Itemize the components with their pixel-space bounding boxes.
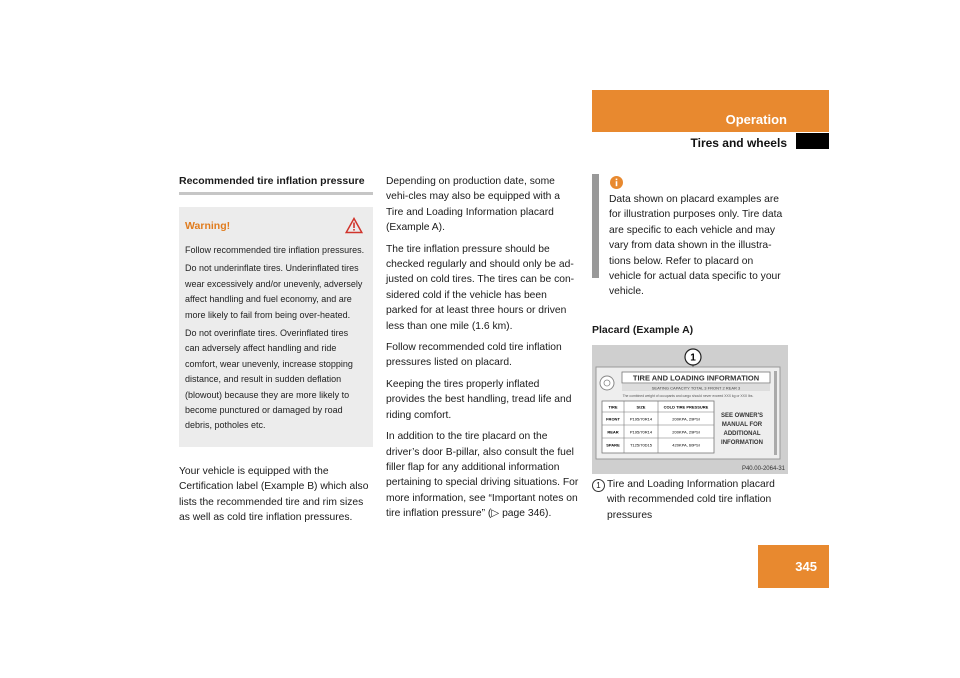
section-heading: Recommended tire inflation pressure — [179, 175, 373, 195]
placard-row-front-pressure: 200KPA, 29PSI — [672, 416, 700, 422]
placard-row-spare-pressure: 420KPA, 60PSI — [672, 442, 700, 448]
body-paragraph: Follow recommended cold tire inflation pressures listed on placard. — [386, 342, 562, 369]
placard-title: TIRE AND LOADING INFORMATION — [632, 373, 760, 383]
page-number-box — [758, 545, 829, 588]
caption-text: Tire and Loading Information placard with recommended cold tire inflation pressures — [607, 478, 775, 521]
callout-number: 1 — [690, 352, 696, 364]
header-black-bar — [796, 133, 829, 149]
info-text: Data shown on placard examples are for illustration purposes only. Tire data are specific to each vehicle and may vary from data shown in the illustra-tions below. Refer to placard on vehicle for actual data specific to your vehicle. — [609, 194, 783, 298]
column-left — [179, 175, 373, 532]
placard-see-manual-1: SEE OWNER'S — [720, 412, 764, 419]
placard-col-tire: TIRE — [608, 404, 618, 410]
placard-illustration — [592, 345, 788, 474]
placard-col-pressure: COLD TIRE PRESSURE — [663, 404, 709, 410]
warning-box — [179, 207, 373, 447]
caption-item — [592, 477, 788, 523]
warning-paragraph: Do not overinflate tires. Overinflated tires can adversely affect handling and ride comfort, wear unevenly, increase stopping distance, and result in sudden deflation (blowout) because they are more likely to become punctured or damaged by road debris, potholes etc. — [185, 328, 353, 431]
section-header — [592, 90, 829, 132]
placard-col-size: SIZE — [636, 404, 646, 410]
info-bar — [592, 174, 599, 278]
section-title: Operation — [725, 112, 787, 127]
subsection-header — [592, 133, 829, 149]
placard-row-front-size: P195/70R14 — [629, 416, 653, 422]
warning-paragraph: Do not underinflate tires. Underinflated tires wear excessively and/or unevenly, adversely affect handling and fuel economy, and are more likely to fail from being over-heated. — [185, 263, 363, 320]
warning-triangle-icon — [345, 217, 363, 239]
placard-row-rear-label: REAR — [607, 429, 619, 435]
info-icon — [610, 176, 623, 194]
caption-number: 1 — [592, 479, 605, 492]
placard-see-manual-4: INFORMATION — [721, 439, 763, 446]
body-paragraph: The tire inflation pressure should be checked regularly and should only be ad-justed on cold tires. The tires can be con-sidered cold if the vehicle has been parked for at least three hours or driven less than one mile (1.6 km). — [386, 243, 575, 332]
placard-see-manual-2: MANUAL FOR — [721, 421, 763, 428]
placard-row-rear-pressure: 200KPA, 29PSI — [672, 429, 700, 435]
placard-heading: Placard (Example A) — [592, 323, 694, 336]
placard-seating-row: SEATING CAPACITY TOTAL 3 FRONT 2 REAR 3 — [651, 385, 741, 391]
body-paragraph: Your vehicle is equipped with the Certification label (Example B) which also lists the recommended tire and rim sizes as well as cold tire inflation pressures. — [179, 465, 369, 524]
column-middle — [386, 174, 580, 528]
placard-see-manual-3: ADDITIONAL — [723, 430, 761, 437]
placard-weight-line: The combined weight of occupants and cargo should never exceed XXX kg or XXX lbs. — [622, 393, 754, 398]
body-paragraph: Depending on production date, some vehi-cles may also be equipped with a Tire and Loading Information placard (Example A). — [386, 176, 561, 234]
subsection-title: Tires and wheels — [690, 136, 787, 150]
placard-row-rear-size: P195/70R14 — [629, 429, 653, 435]
placard-row-front-label: FRONT — [606, 416, 620, 422]
figure-code: P40.00-2064-31 — [741, 465, 785, 472]
placard-row-spare-label: SPARE — [606, 442, 620, 448]
column-right — [592, 174, 788, 523]
body-paragraph: Keeping the tires properly inflated provides the best handling, tread life and riding comfort. — [386, 378, 572, 421]
info-box — [592, 174, 788, 306]
warning-paragraph: Follow recommended tire inflation pressures. — [185, 245, 365, 255]
warning-title: Warning! — [185, 220, 231, 232]
body-paragraph: In addition to the tire placard on the driver’s door B-pillar, also consult the fuel filler flap for any additional information pertaining to special driving situations. For more information, see “Important notes on tire inflation pressure” (▷ page 346). — [386, 431, 579, 520]
page-number: 345 — [795, 559, 817, 574]
placard-row-spare-size: T125/70D15 — [629, 442, 653, 448]
